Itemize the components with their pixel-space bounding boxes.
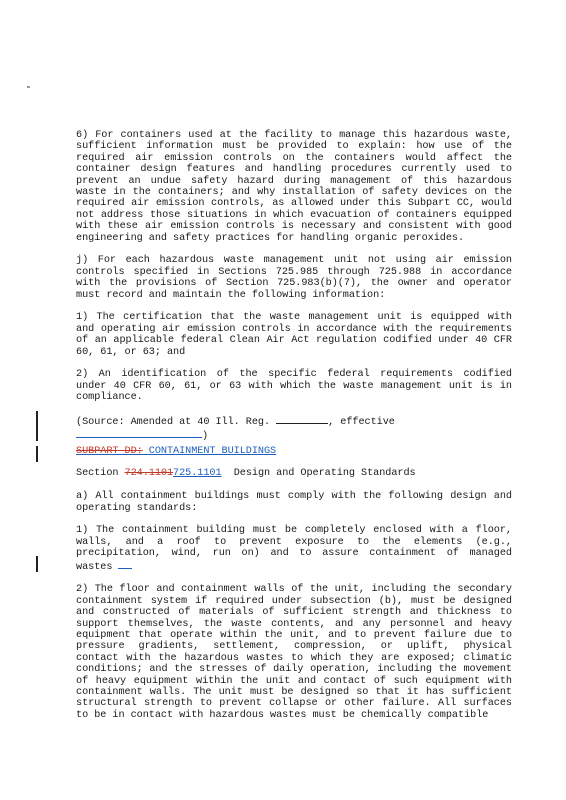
document-body (76, 130, 512, 733)
section-heading (76, 468, 512, 479)
subpart-heading (76, 446, 512, 457)
source-note (76, 415, 512, 442)
paragraph-j: j) For each hazardous waste management unit not using air emission controls specified in Sections 725.985 through 725.988 in accordance with the provisions of Section 725.983(b)(7), the owner and operator must record and maintain the following information: (76, 255, 512, 301)
scan-speck (27, 86, 30, 88)
source-prefix: (Source: Amended at 40 Ill. Reg. (76, 417, 271, 429)
subpart-title: CONTAINMENT BUILDINGS (148, 445, 277, 457)
paragraph-j-2: 2) An identification of the specific federal requirements codified under 40 CFR 60, 61, or 63 with which the waste management unit is in compliance. (76, 369, 512, 404)
paragraph-a-1-text: 1) The containment building must be completely enclosed with a floor, walls, and a roof to prevent exposure to the elements (e.g., precipitation, wind, run on) and to assure containment of managed wastes (76, 525, 512, 573)
section-label: Section (76, 468, 119, 480)
source-close: ) (202, 430, 209, 442)
paragraph-a-1 (76, 525, 512, 573)
date-blank-line (76, 429, 512, 442)
revision-bar (36, 446, 38, 462)
source-suffix: , effective (328, 417, 395, 429)
section-number-inserted: 725.1101 (173, 468, 222, 480)
section-title: Design and Operating Standards (233, 468, 416, 480)
section-number-deleted: 724.1101 (124, 468, 174, 480)
revision-bar (36, 411, 38, 441)
effective-date-blank (76, 429, 202, 438)
revision-bar (36, 556, 38, 572)
inserted-period-blank (118, 560, 132, 569)
subpart-deleted: SUBPART DD: (76, 445, 143, 457)
paragraph-a-2: 2) The floor and containment walls of the unit, including the secondary containment system if required under subsection (b), must be designed and constructed of materials of sufficient strength and thickness to support themselves, the waste contents, and any personnel and heavy equipment that operate within the unit, and to prevent failure due to pressure gradients, settlement, compression, or uplift, physical contact with the hazardous wastes to which they are exposed; climatic conditions; and the stresses of daily operation, including the movement of heavy equipment within the unit and contact of such equipment with containment walls. The unit must be designed so that it has sufficient structural strength to prevent collapse or other failure. All surfaces to be in contact with hazardous wastes must be chemically compatible (76, 584, 512, 721)
paragraph-j-1: 1) The certification that the waste management unit is equipped with and operating air emission controls in accordance with the requirements of an applicable federal Clean Air Act regulation codified under 40 CFR 60, 61, or 63; and (76, 312, 512, 358)
paragraph-6: 6) For containers used at the facility to manage this hazardous waste, sufficient information must be provided to explain: how use of the required air emission controls on the containers would affect the container design features and handling procedures currently used to prevent an undue safety hazard during management of this hazardous waste in the containers; and why installation of safety devices on the required air emission controls, as allowed under this Subpart CC, would not address those situations in which evacuation of containers equipped with these air emission controls is necessary and consistent with good engineering and safety practices for handling organic peroxides. (76, 130, 512, 244)
paragraph-a: a) All containment buildings must comply with the following design and operating standards: (76, 491, 512, 514)
register-blank (276, 415, 328, 424)
